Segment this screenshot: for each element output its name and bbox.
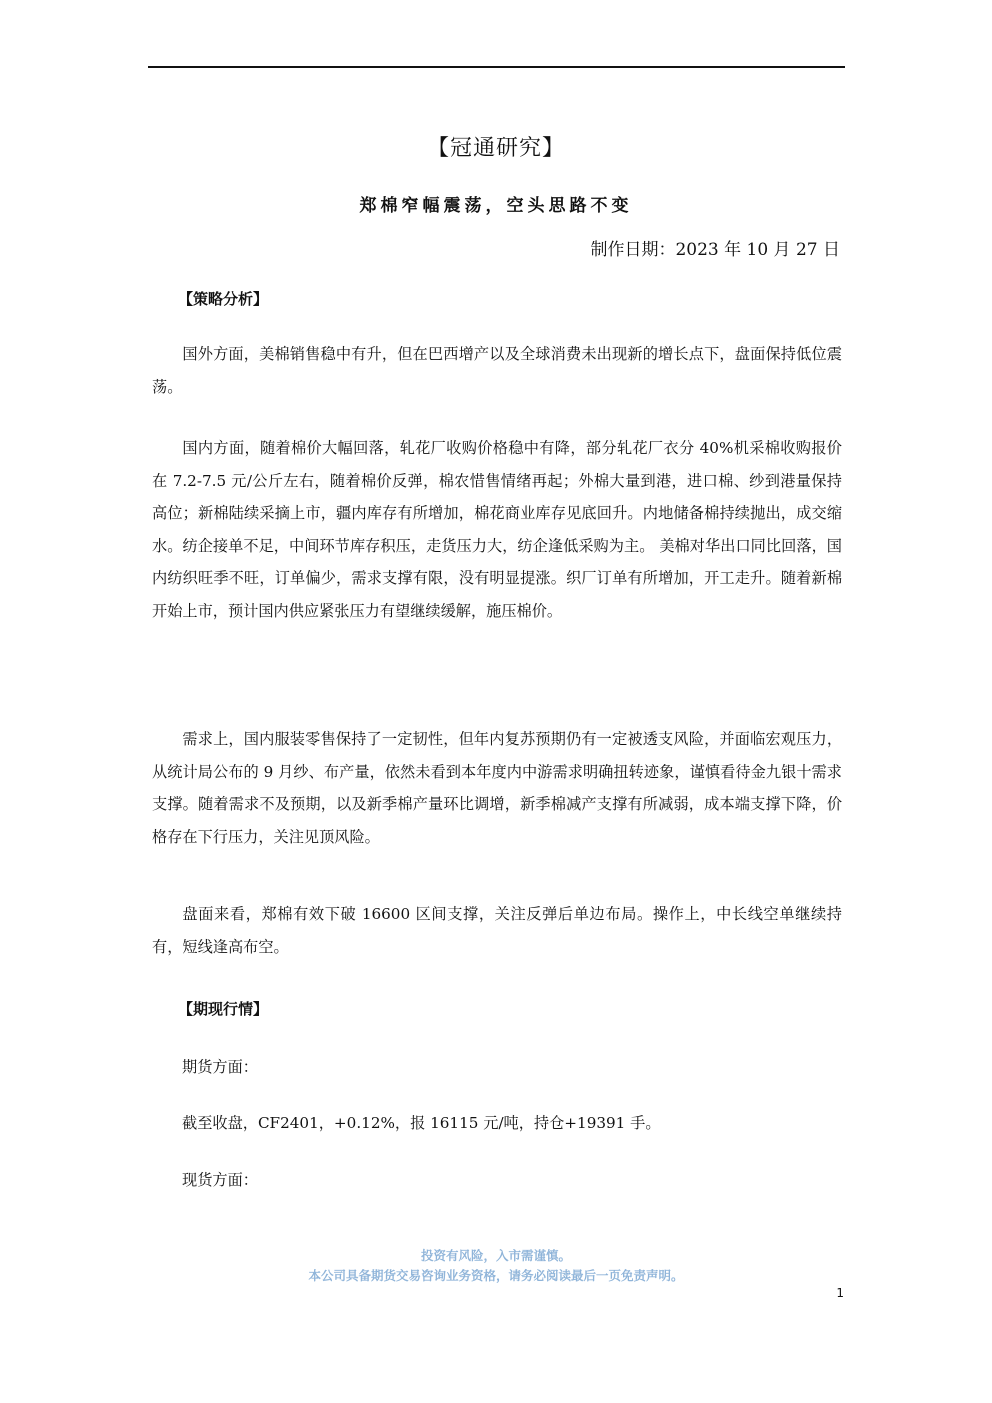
strategy-paragraph-outlook: 盘面来看，郑棉有效下破 16600 区间支撑，关注反弹后单边布局。操作上，中长线空单继续持有，短线逢高布空。 [152,905,842,956]
futures-label: 期货方面： [182,1058,258,1076]
futures-quote: 截至收盘，CF2401，+0.12%，报 16115 元/吨，持仓+19391 手。 [182,1114,661,1132]
page-number: 1 [836,1286,844,1300]
brand-heading: 【冠通研究】 [426,136,565,161]
section-heading-strategy: 【策略分析】 [178,290,269,308]
spot-label: 现货方面： [182,1171,258,1189]
section-heading-market: 【期现行情】 [178,1000,269,1018]
qualification-disclaimer: 本公司具备期货交易咨询业务资格，请务必阅读最后一页免责声明。 [308,1268,684,1283]
risk-disclaimer: 投资有风险，入市需谨慎。 [420,1248,571,1263]
report-date: 制作日期：2023 年 10 月 27 日 [590,240,840,260]
strategy-paragraph-overseas: 国外方面，美棉销售稳中有升，但在巴西增产以及全球消费未出现新的增长点下，盘面保持低位震荡。 [152,345,842,396]
report-title: 郑棉窄幅震荡，空头思路不变 [359,196,633,216]
header-rule [148,66,845,68]
strategy-paragraph-demand: 需求上，国内服装零售保持了一定韧性，但年内复苏预期仍有一定被透支风险，并面临宏观压力，从统计局公布的 9 月纱、布产量，依然未看到本年度内中游需求明确扭转迹象，谨慎看待金九银十需求支撑。随着需求不及预期，以及新季棉产量环比调增，新季棉减产支撑有所减弱，成本端支撑下降，价格存在下行压力，关注见顶风险。 [152,730,842,846]
strategy-paragraph-domestic: 国内方面，随着棉价大幅回落，轧花厂收购价格稳中有降，部分轧花厂衣分 40%机采棉收购报价在 7.2-7.5 元/公斤左右，随着棉价反弹，棉农惜售情绪再起；外棉大量到港，进口棉、纱到港量保持高位；新棉陆续采摘上市，疆内库存有所增加，棉花商业库存见底回升。内地储备棉持续抛出，成交缩水。纺企接单不足，中间环节库存积压，走货压力大，纺企逢低采购为主。 美棉对华出口同比回落，国内纺织旺季不旺，订单偏少，需求支撑有限，没有明显提涨。织厂订单有所增加，开工走升。随着新棉开始上市，预计国内供应紧张压力有望继续缓解，施压棉价。 [152,439,842,620]
